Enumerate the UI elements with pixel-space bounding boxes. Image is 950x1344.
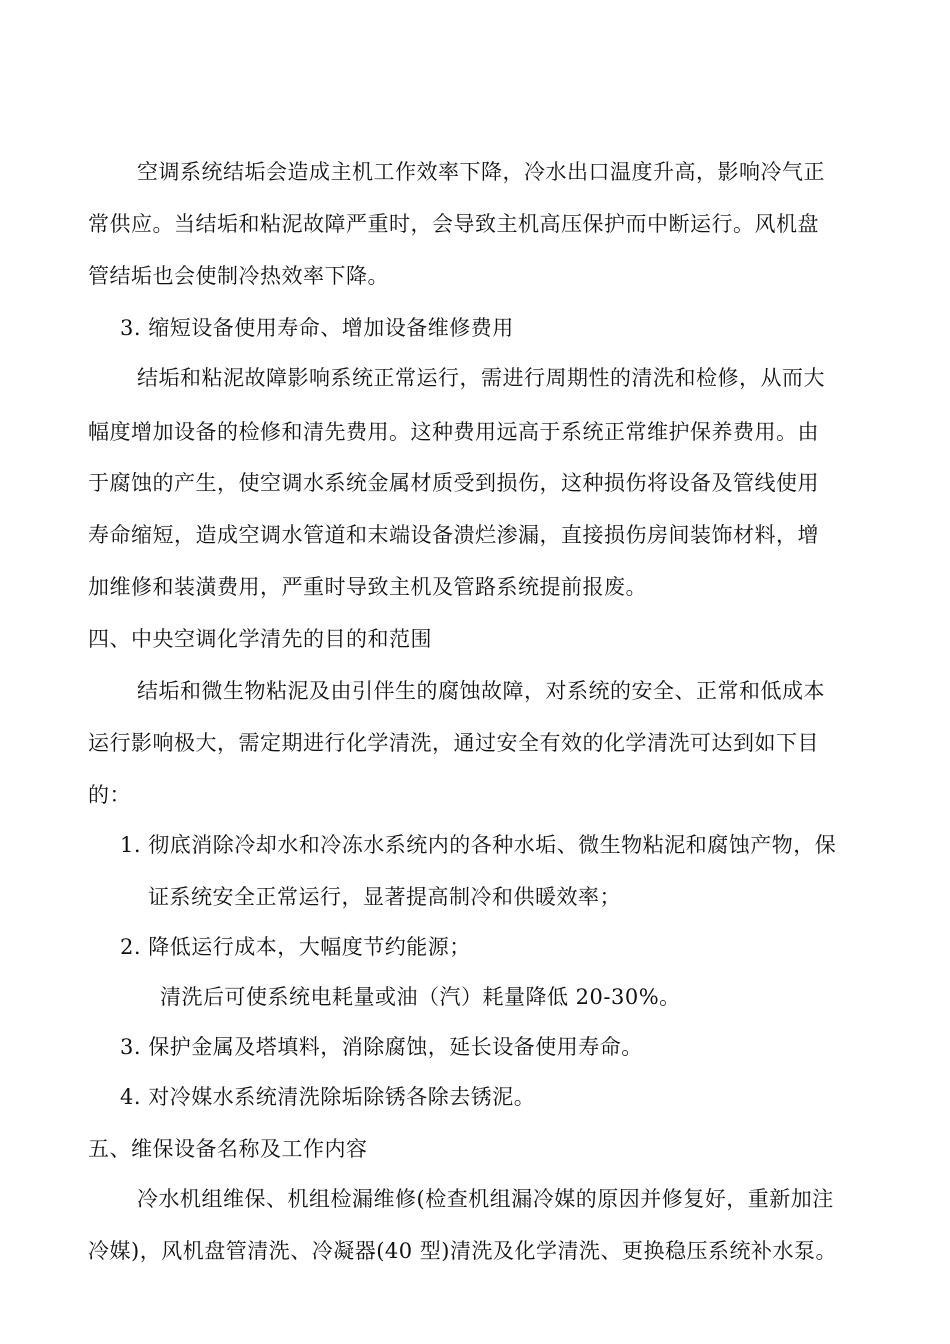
paragraph-line: 幅度增加设备的检修和清先费用。这种费用远高于系统正常维护保养费用。由 <box>88 420 819 444</box>
list-item: 3. 保护金属及塔填料，消除腐蚀，延长设备使用寿命。 <box>120 1035 643 1059</box>
paragraph-line: 运行影响极大，需定期进行化学清洗，通过安全有效的化学清洗可达到如下目 <box>88 731 819 755</box>
list-item: 1. 彻底消除冷却水和冷冻水系统内的各种水垢、微生物粘泥和腐蚀产物，保 <box>120 833 837 857</box>
paragraph-line: 空调系统结垢会造成主机工作效率下降，冷水出口温度升高，影响冷气正 <box>137 160 825 184</box>
paragraph-line: 结垢和粘泥故障影响系统正常运行，需进行周期性的清洗和检修，从而大 <box>137 366 825 390</box>
list-item: 2. 降低运行成本，大幅度节约能源； <box>120 935 471 959</box>
paragraph-line: 的： <box>88 783 131 807</box>
paragraph-line: 结垢和微生物粘泥及由引伴生的腐蚀故障，对系统的安全、正常和低成本 <box>137 679 825 703</box>
item-heading: 3. 缩短设备使用寿命、增加设备维修费用 <box>120 316 514 340</box>
list-item-continuation: 清洗后可使系统电耗量或油（汽）耗量降低 20-30%。 <box>160 985 681 1009</box>
list-item-continuation: 证系统安全正常运行，显著提高制冷和供暖效率； <box>148 885 621 909</box>
list-item: 4. 对冷媒水系统清洗除垢除锈各除去锈泥。 <box>120 1085 536 1109</box>
paragraph-line: 常供应。当结垢和粘泥故障严重时，会导致主机高压保护而中断运行。风机盘 <box>88 212 819 236</box>
paragraph-line: 于腐蚀的产生，使空调水系统金属材质受到损伤，这种损伤将设备及管线使用 <box>88 471 819 495</box>
paragraph-line: 加维修和装潢费用，严重时导致主机及管路系统提前报废。 <box>88 575 647 599</box>
section-heading: 四、中央空调化学清先的目的和范围 <box>88 627 432 651</box>
paragraph-line: 管结垢也会使制冷热效率下降。 <box>88 264 389 288</box>
paragraph-line: 冷水机组维保、机组检漏维修(检查机组漏冷媒的原因并修复好，重新加注 <box>137 1187 834 1211</box>
section-heading: 五、维保设备名称及工作内容 <box>88 1137 368 1161</box>
paragraph-line: 寿命缩短，造成空调水管道和末端设备溃烂渗漏，直接损伤房间装饰材料，增 <box>88 523 819 547</box>
paragraph-line: 冷媒)，风机盘管清洗、冷凝器(40 型)清洗及化学清洗、更换稳压系统补水泵。 <box>88 1239 837 1263</box>
